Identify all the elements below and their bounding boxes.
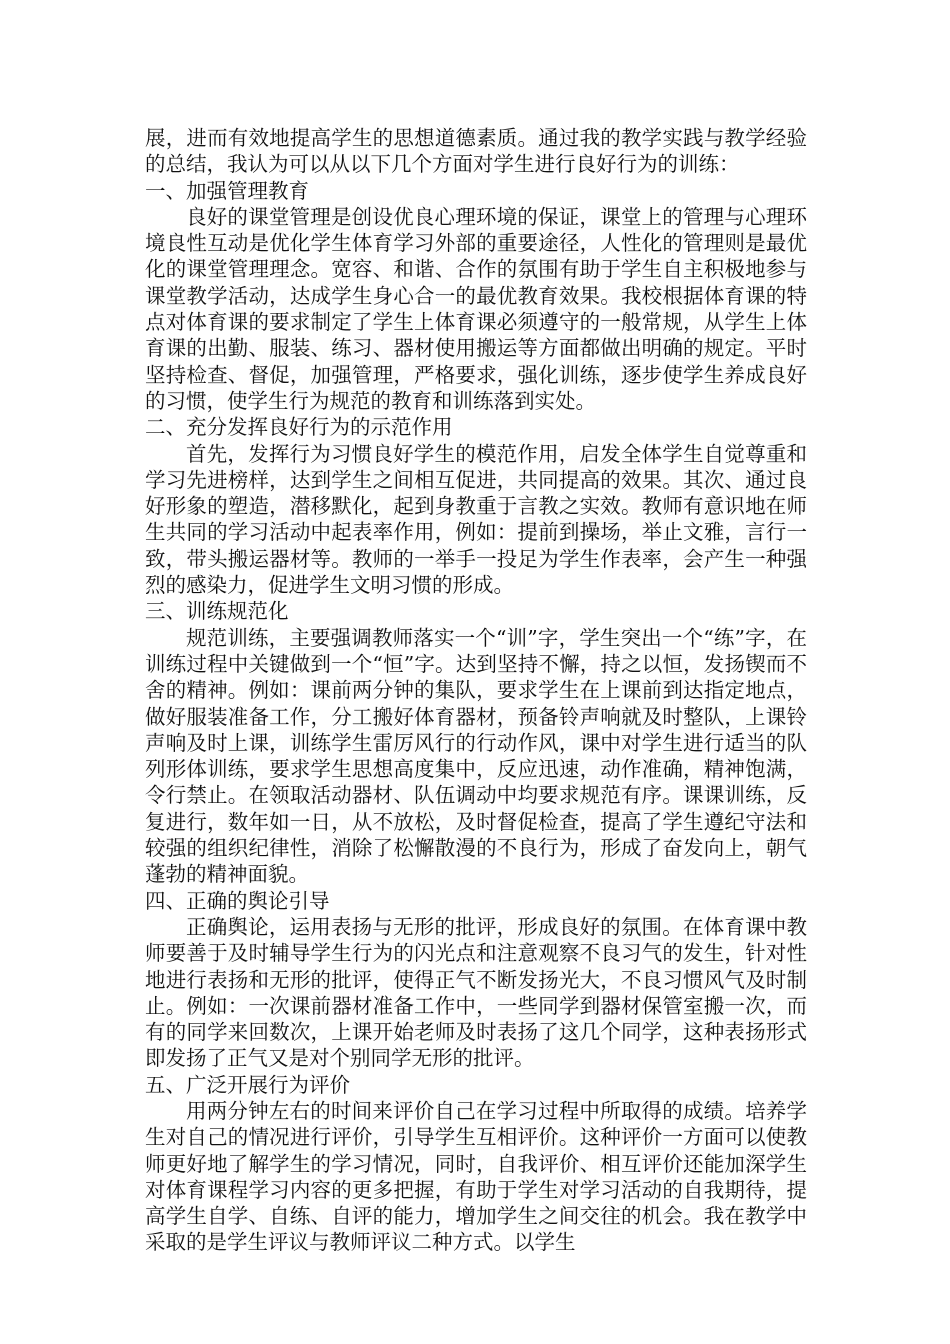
section-heading-3: 三、训练规范化 [145,599,289,624]
intro-paragraph: 展，进而有效地提高学生的思想道德素质。通过我的教学实践与教学经验的总结，我认为可以从以下几个方面对学生进行良好行为的训练： [145,126,807,177]
document-page [145,125,807,1256]
section-heading-4: 四、正确的舆论引导 [145,888,330,913]
section-2-paragraph: 首先，发挥行为习惯良好学生的模范作用，启发全体学生自觉尊重和学习先进榜样，达到学生之间相互促进，共同提高的效果。其次、通过良好形象的塑造，潜移默化，起到身教重于言教之实效。教师有意识地在师生共同的学习活动中起表率作用，例如：提前到操场，举止文雅，言行一致，带头搬运器材等。教师的一举手一投足为学生作表率，会产生一种强烈的感染力，促进学生文明习惯的形成。 [145,441,807,598]
section-5-paragraph: 用两分钟左右的时间来评价自己在学习过程中所取得的成绩。培养学生对自己的情况进行评价，引导学生互相评价。这种评价一方面可以使教师更好地了解学生的学习情况，同时，自我评价、相互评价还能加深学生对体育课程学习内容的更多把握，有助于学生对学习活动的自我期待，提高学生自学、自练、自评的能力，增加学生之间交往的机会。我在教学中采取的是学生评议与教师评议二种方式。以学生 [145,1098,807,1255]
section-4-paragraph: 正确舆论，运用表扬与无形的批评，形成良好的氛围。在体育课中教师要善于及时辅导学生行为的闪光点和注意观察不良习气的发生，针对性地进行表扬和无形的批评，使得正气不断发扬光大，不良习惯风气及时制止。例如：一次课前器材准备工作中，一些同学到器材保管室搬一次，而有的同学来回数次，上课开始老师及时表扬了这几个同学，这种表扬形式即发扬了正气又是对个别同学无形的批评。 [145,914,807,1071]
section-1-paragraph: 良好的课堂管理是创设优良心理环境的保证，课堂上的管理与心理环境良性互动是优化学生体育学习外部的重要途径，人性化的管理则是最优化的课堂管理理念。宽容、和谐、合作的氛围有助于学生自主积极地参与课堂教学活动，达成学生身心合一的最优教育效果。我校根据体育课的特点对体育课的要求制定了学生上体育课必须遵守的一般常规，从学生上体育课的出勤、服装、练习、器材使用搬运等方面都做出明确的规定。平时坚持检查、督促，加强管理，严格要求，强化训练，逐步使学生养成良好的习惯，使学生行为规范的教育和训练落到实处。 [145,204,807,413]
section-heading-2: 二、充分发挥良好行为的示范作用 [145,415,453,440]
section-heading-5: 五、广泛开展行为评价 [145,1072,350,1097]
section-3-paragraph: 规范训练，主要强调教师落实一个“训”字，学生突出一个“练”字，在训练过程中关键做到一个“恒”字。达到坚持不懈，持之以恒，发扬锲而不舍的精神。例如：课前两分钟的集队，要求学生在上课前到达指定地点，做好服装准备工作，分工搬好体育器材，预备铃声响就及时整队，上课铃声响及时上课，训练学生雷厉风行的行动作风，课中对学生进行适当的队列形体训练，要求学生思想高度集中，反应迅速，动作准确，精神饱满，令行禁止。在领取活动器材、队伍调动中均要求规范有序。课课训练，反复进行，数年如一日，从不放松，及时督促检查，提高了学生遵纪守法和较强的组织纪律性，消除了松懈散漫的不良行为，形成了奋发向上，朝气蓬勃的精神面貌。 [145,625,807,887]
section-heading-1: 一、加强管理教育 [145,178,309,203]
